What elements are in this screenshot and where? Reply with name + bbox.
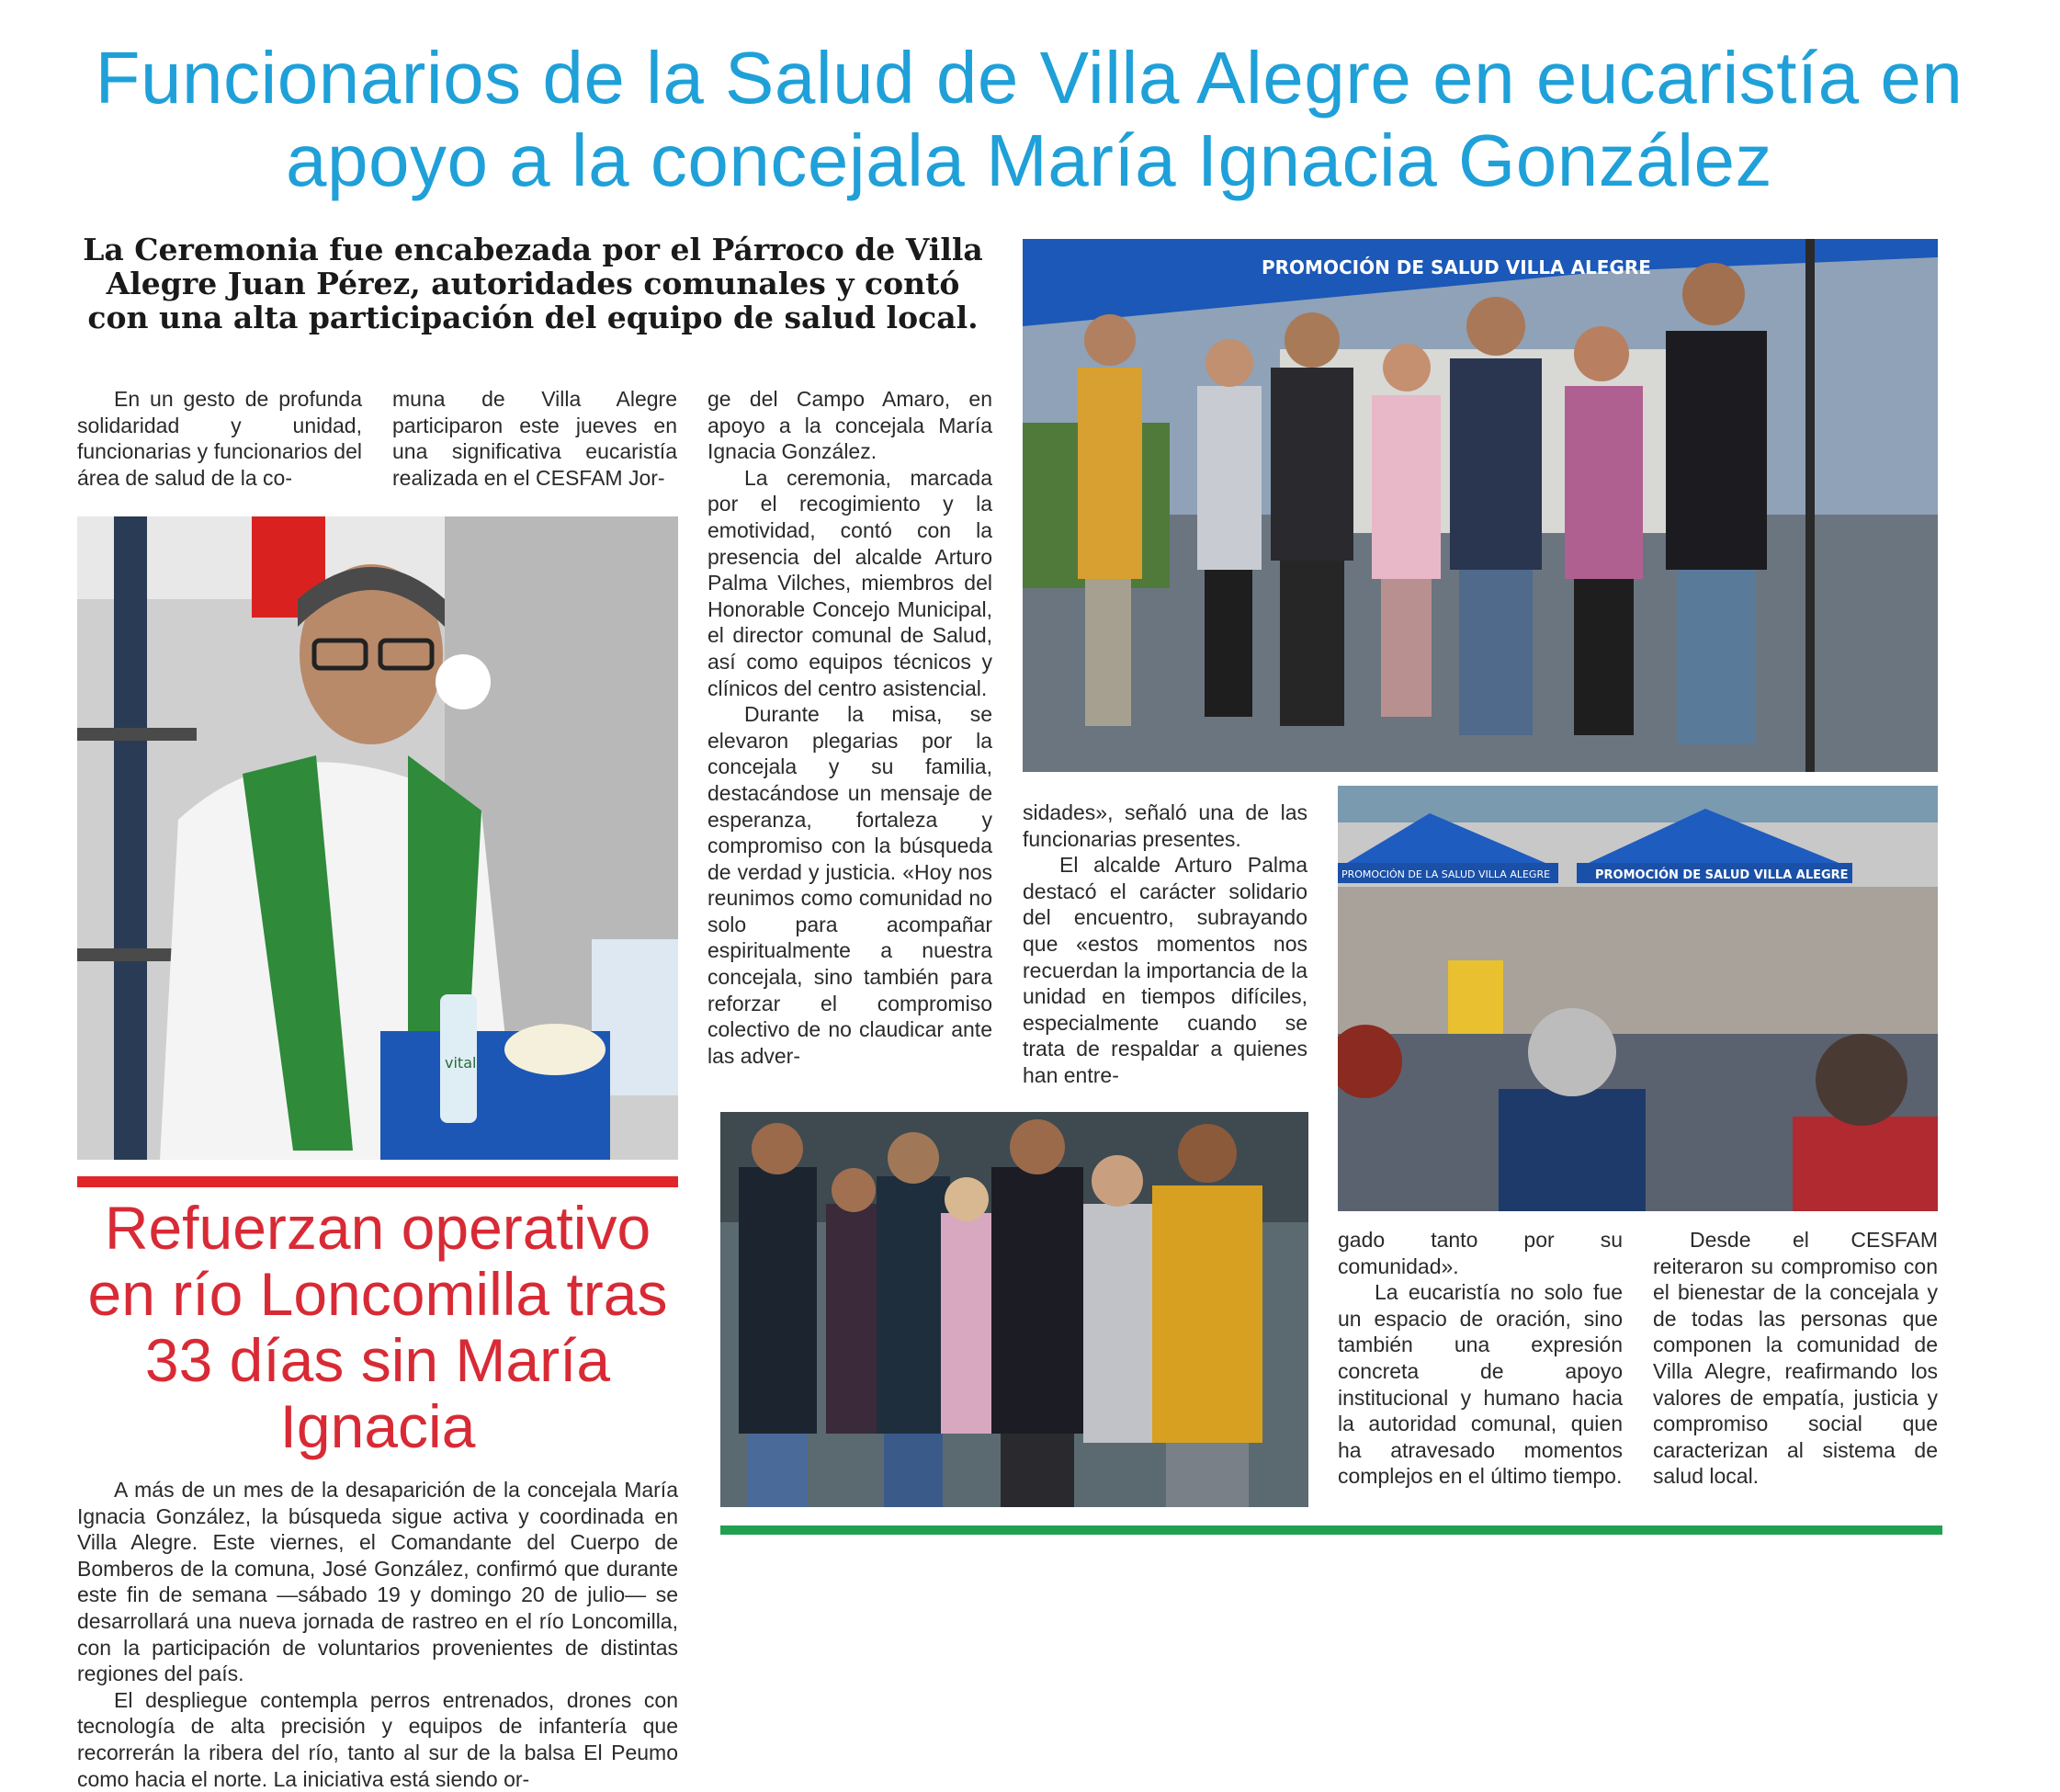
paragraph: El alcalde Arturo Palma destacó el carácter solidario del encuentro, subrayando que «estos momentos nos recuerdan la importancia de la unidad en tiempos difíciles, especialmente cuando se trata de respaldar a quienes han entre- [1023,853,1307,1087]
bottle-label: vital [445,1054,477,1072]
photo-priest-art [77,516,678,1160]
paragraph: muna de Villa Alegre participaron este jueves en una significativa eucaristía realizada en el CESFAM Jor- [392,387,677,490]
paragraph: El despliegue contempla perros entrenados, drones con tecnología de alta precisión y equipos de infantería que recorrerán la ribera del río, tanto al sur de la balsa El Peumo como hacia el norte. La iniciativa está siendo or- [77,1687,678,1791]
tent-banner-left: PROMOCIÓN DE LA SALUD VILLA ALEGRE [1341,868,1551,880]
photo-audience-art [1338,786,1938,1211]
photo-group-tent [1023,239,1938,772]
story2-body [77,1477,678,1792]
text-column-1 [77,386,362,491]
article-title: Funcionarios de la Salud de Villa Alegre en eucaristía en apoyo a la concejala María Ignacia González [95,37,1964,201]
paragraph: La ceremonia, marcada por el recogimiento y la emotividad, contó con la presencia del alcalde Arturo Palma Vilches, miembros del Honorable Concejo Municipal, el director comunal de Salud, así como equipos técnicos y clínicos del centro asistencial. [707,465,992,700]
text-column-5 [1338,1227,1623,1490]
paragraph: ge del Campo Amaro, en apoyo a la concejala María Ignacia González. [707,387,992,464]
text-column-2 [392,386,677,491]
green-divider [720,1525,1942,1535]
text-column-3 [707,386,992,1069]
tent-banner-right: PROMOCIÓN DE SALUD VILLA ALEGRE [1595,868,1849,882]
paragraph: gado tanto por su comunidad». [1338,1228,1623,1278]
story2-title: Refuerzan operativo en río Loncomilla tras 33 días sin María Ignacia [87,1194,668,1460]
photo-group-prayer-art [720,1112,1308,1507]
photo-group-prayer [720,1112,1308,1507]
photo-group-tent-art [1023,239,1938,772]
article-subheadline: La Ceremonia fue encabezada por el Párroco de Villa Alegre Juan Pérez, autoridades comunales y contó con una alta participación del equipo de salud local. [83,232,983,335]
paragraph: La eucaristía no solo fue un espacio de oración, sino también una expresión concreta de apoyo institucional y humano hacia la autoridad comunal, quien ha atravesado momentos complejos en el último tiempo. [1338,1280,1623,1489]
paragraph: En un gesto de profunda solidaridad y unidad, funcionarias y funcionarios del área de salud de la co- [77,387,362,490]
text-column-4 [1023,800,1307,1089]
paragraph: Durante la misa, se elevaron plegarias por la concejala y su familia, destacándose un mensaje de esperanza, fortaleza y compromiso con la búsqueda de verdad y justicia. «Hoy nos reunimos como comunidad no solo para acompañar espiritualmente a nuestra concejala, sino también para reforzar el compromiso colectivo de no claudicar ante las adver- [707,702,992,1068]
paragraph: A más de un mes de la desaparición de la concejala María Ignacia González, la búsqueda sigue activa y coordinada en Villa Alegre. Este viernes, el Comandante del Cuerpo de Bomberos de la comuna, José González, confirmó que durante este fin de semana —sábado 19 y domingo 20 de julio— se desarrollará una nueva jornada de rastreo en el río Loncomilla, con la participación de voluntarios provenientes de distintas regiones del país. [77,1478,678,1686]
paragraph: Desde el CESFAM reiteraron su compromiso con el bienestar de la concejala y de todas las personas que componen la comunidad de Villa Alegre, reafirmando los valores de empatía, justicia y compromiso social que caracterizan al sistema de salud local. [1653,1228,1938,1489]
text-column-6 [1653,1227,1938,1490]
paragraph: sidades», señaló una de las funcionarias presentes. [1023,800,1307,851]
red-divider [77,1176,678,1187]
tent-banner-text: PROMOCIÓN DE SALUD VILLA ALEGRE [1262,256,1651,278]
photo-priest [77,516,678,1160]
photo-audience [1338,786,1938,1211]
